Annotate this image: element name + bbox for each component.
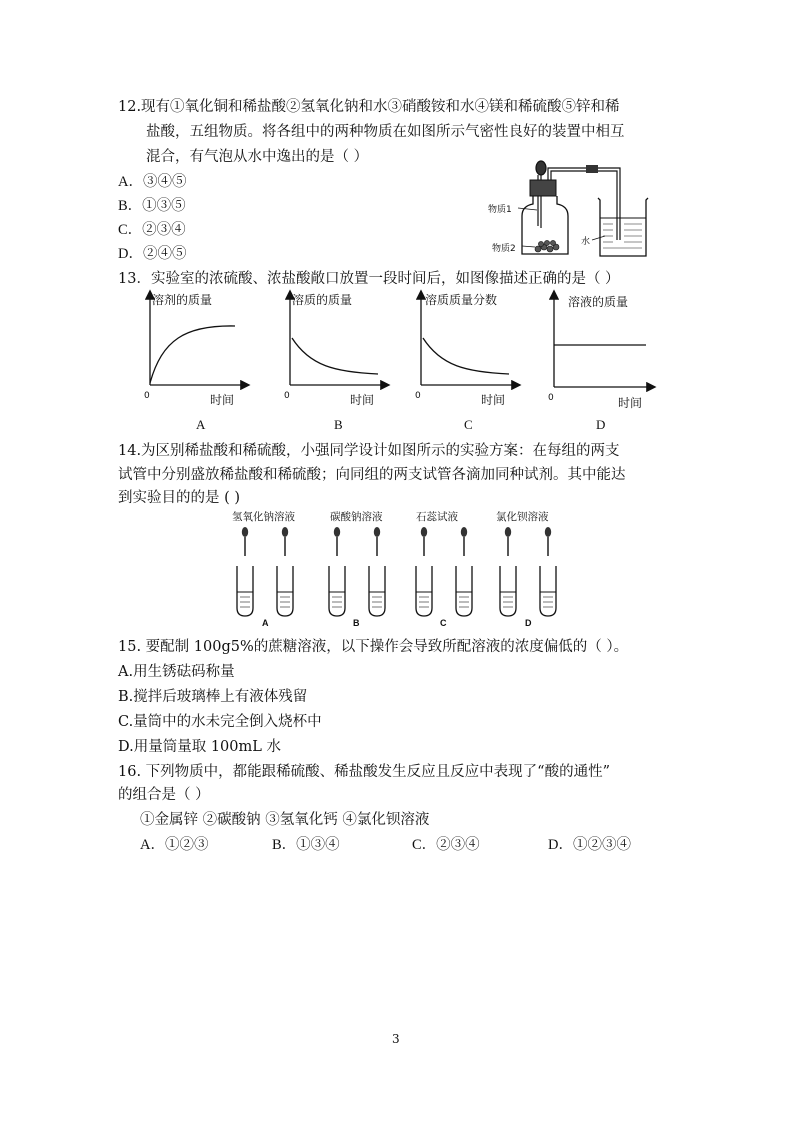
q14-line-2: 试管中分别盛放稀盐酸和稀硫酸；向同组的两支试管各滴加同种试剂。其中能达: [118, 467, 626, 483]
group-a-reagent: 氢氧化钠溶液: [232, 511, 295, 523]
flask: [522, 196, 568, 254]
group-b-reagent: 碳酸钠溶液: [330, 511, 383, 523]
graph-a: [144, 292, 248, 432]
graph-c-xlabel: 时间: [481, 393, 506, 407]
label-substance-1: 物质1: [488, 205, 512, 215]
group-c-reagent: 石蕊试液: [416, 511, 458, 523]
graph-b-caption: B: [334, 417, 343, 432]
delivery-tube: [548, 168, 620, 240]
test-tube: [500, 527, 516, 616]
group-d-reagent: 氯化钡溶液: [496, 511, 549, 523]
q16-line-1: 16. 下列物质中，都能跟稀硫酸、稀盐酸发生反应且反应中表现了“酸的通性”: [118, 764, 610, 780]
graph-a-caption: A: [196, 417, 206, 432]
graph-d-origin: 0: [548, 393, 554, 403]
graph-b: [284, 292, 388, 432]
graph-d-caption: D: [596, 417, 606, 432]
graph-a-curve: [150, 326, 235, 383]
graph-a-ylabel: 溶剂的质量: [152, 293, 213, 307]
q15-text: 15. 要配制 100g5%的蔗糖溶液，以下操作会导致所配溶液的浓度偏低的（ ）。: [118, 639, 629, 655]
page-number: 3: [392, 1032, 400, 1046]
q16-items: ①金属锌 ②碳酸钠 ③氢氧化钙 ④氯化钡溶液: [140, 812, 430, 828]
test-tube: [329, 527, 345, 616]
q16-option-a: A．①②③: [140, 837, 209, 853]
graph-c: [415, 292, 519, 432]
graph-d: [548, 292, 654, 432]
test-tube: [369, 527, 385, 616]
q12-line-1: 12.现有①氧化铜和稀盐酸②氢氧化钠和水③硝酸铵和水④镁和稀硫酸⑤锌和稀: [118, 99, 620, 115]
q12-line-2: 盐酸，五组物质。将各组中的两种物质在如图所示气密性良好的装置中相互: [146, 124, 625, 140]
tube-clamp: [586, 165, 598, 173]
test-tube: [540, 527, 556, 616]
q12-line-3: 混合，有气泡从水中逸出的是（ ）: [146, 149, 369, 165]
q16-line-2: 的组合是（ ）: [118, 787, 210, 803]
q16-option-b: B．①③④: [272, 837, 340, 853]
q12-option-d: D．②④⑤: [118, 246, 187, 262]
dropper: [536, 161, 546, 228]
q13-text: 13．实验室的浓硫酸、浓盐酸敞口放置一段时间后，如图像描述正确的是（ ）: [118, 271, 620, 287]
q15-option-d: D.用量筒量取 100mL 水: [118, 739, 281, 755]
stopper: [530, 180, 556, 196]
group-c-caption: C: [440, 618, 447, 628]
q15-option-b: B.搅拌后玻璃棒上有液体残留: [118, 689, 308, 705]
q16-option-d: D．①②③④: [548, 837, 631, 853]
graph-b-ylabel: 溶质的质量: [292, 293, 353, 307]
test-tube: [416, 527, 432, 616]
test-tube: [277, 527, 293, 616]
q15-option-c: C.量筒中的水未完全倒入烧杯中: [118, 714, 322, 730]
q12-option-b: B．①③⑤: [118, 198, 186, 214]
q14-line-1: 14.为区别稀盐酸和稀硫酸，小强同学设计如图所示的实验方案：在每组的两支: [118, 443, 620, 459]
group-b-caption: B: [353, 618, 360, 628]
graph-d-xlabel: 时间: [618, 396, 643, 410]
graph-a-origin: 0: [144, 391, 150, 401]
water-hatching: [603, 224, 642, 248]
graph-d-ylabel: 溶液的质量: [568, 295, 629, 309]
test-tube: [237, 527, 253, 616]
q15-option-a: A.用生锈砝码称量: [118, 664, 235, 680]
graph-c-ylabel: 溶质质量分数: [425, 293, 498, 307]
q12-option-a: A．③④⑤: [118, 174, 187, 190]
graph-c-curve: [423, 338, 509, 374]
label-substance-2: 物质2: [492, 244, 516, 254]
q14-line-3: 到实验目的的是 ( ): [118, 490, 241, 506]
graph-c-caption: C: [464, 417, 473, 432]
solid-substance: [535, 240, 559, 252]
graph-a-xlabel: 时间: [210, 393, 235, 407]
graph-b-curve: [292, 338, 378, 374]
graph-b-origin: 0: [284, 391, 290, 401]
graph-b-xlabel: 时间: [350, 393, 375, 407]
q16-option-c: C．②③④: [412, 837, 480, 853]
label-water: 水: [581, 237, 591, 247]
test-tube: [456, 527, 472, 616]
beaker: [598, 198, 648, 256]
group-a-caption: A: [262, 618, 269, 628]
graph-c-origin: 0: [415, 391, 421, 401]
group-d-caption: D: [525, 618, 532, 628]
q12-option-c: C．②③④: [118, 222, 186, 238]
